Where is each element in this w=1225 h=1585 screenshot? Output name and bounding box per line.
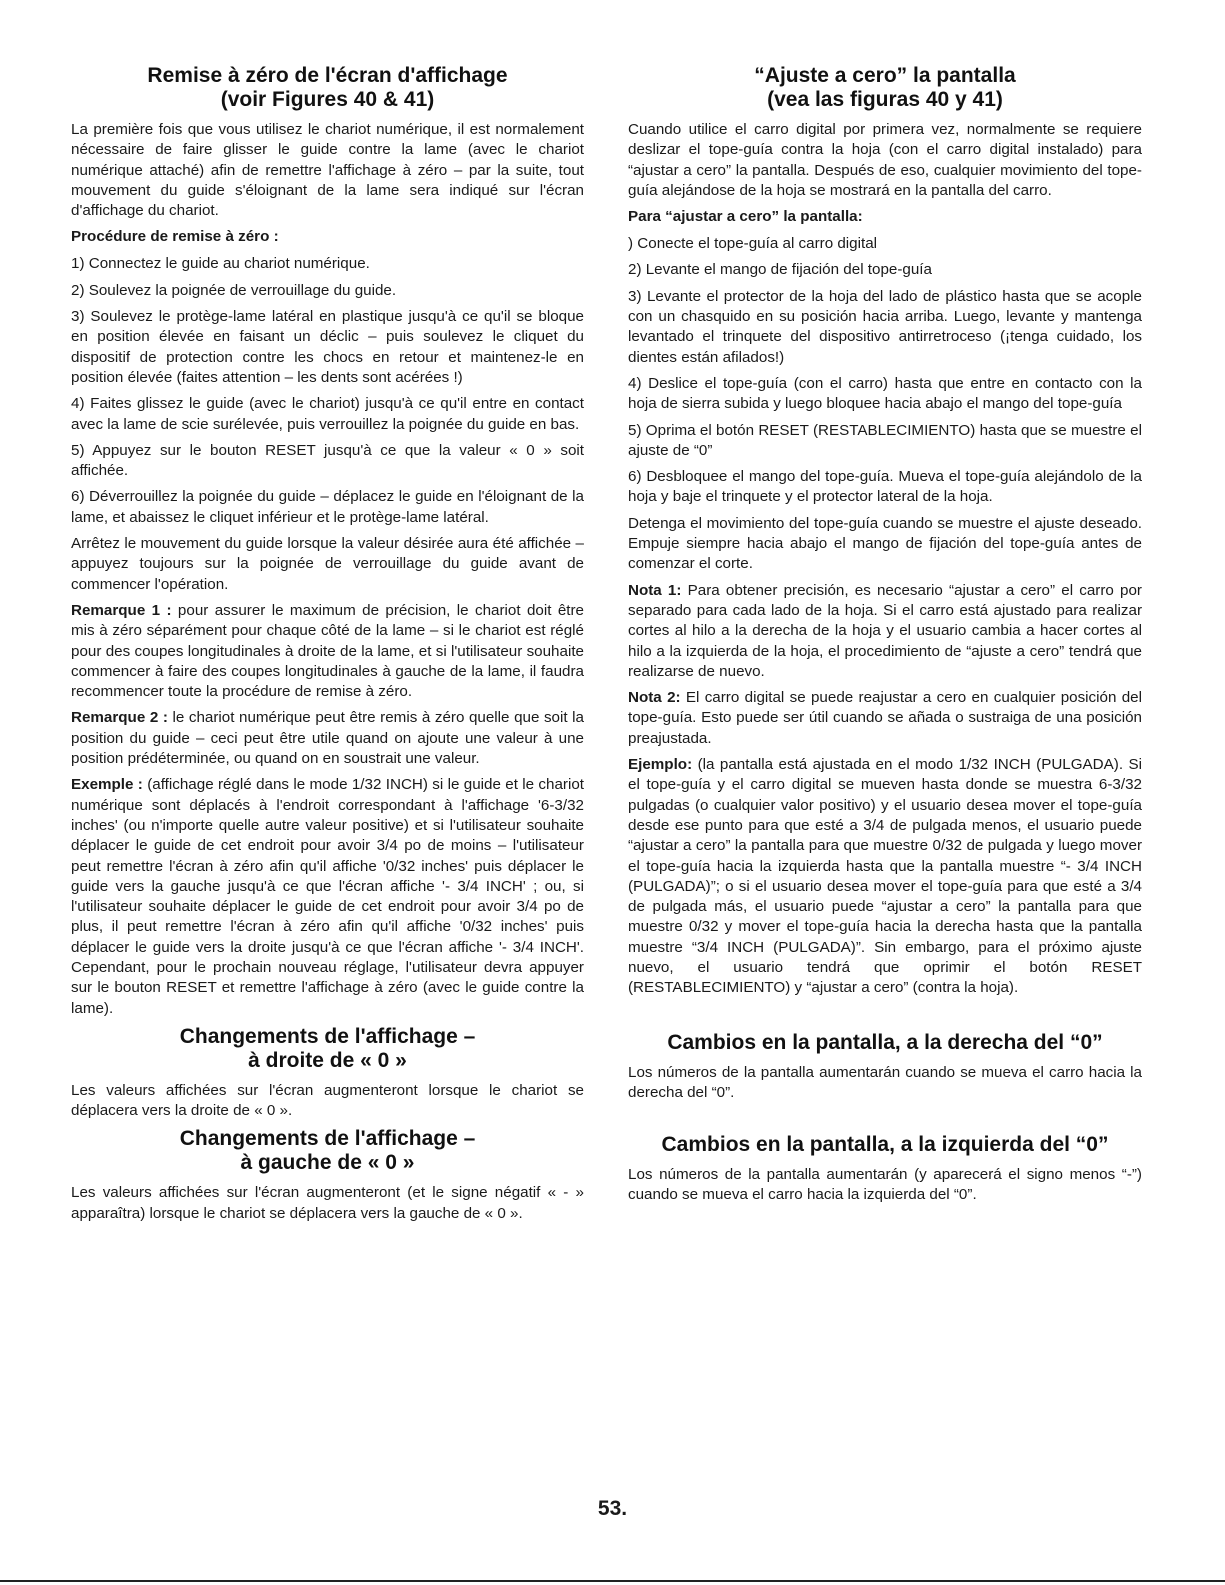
step-fr-3: 3) Soulevez le protège-lame latéral en plastique jusqu'à ce qu'il se bloque en position élevée en faisant un déclic – puis soulevez le cliquet du dispositif de protection contre les chocs en retour et maintenez-le en position élevée (faites attention – les dents sont acérées !)	[71, 308, 584, 386]
bottom-rule	[0, 1580, 1225, 1582]
example-es	[628, 755, 1142, 999]
right-changes-text-fr: Les valeurs affichées sur l'écran augmenteront lorsque le chariot se déplacera vers la droite de « 0 ».	[71, 1081, 584, 1120]
step-es-6: 6) Desbloquee el mango del tope-guía. Mueva el tope-guía alejándolo de la hoja y baje el trinquete y el protector lateral de la hoja.	[628, 468, 1142, 506]
example-text-es: (la pantalla está ajustada en el modo 1/32 INCH (PULGADA). Si el tope-guía y el carro digital se mueven hasta donde se muestra 6-3/32 pulgadas (o cualquier valor positivo) y el usuario desea mover el tope-guía desde ese punto para que esté a 3/4 de pulgada menos, el usuario puede “ajustar a cero” la pantalla para que muestre 0/32 de pulgada y luego mover el tope-guía hacia la izquierda hasta que la pantalla muestre “- 3/4 INCH (PULGADA)”; o si el usuario desea mover el tope-guía para que esté a 3/4 de pulgada más, el usuario puede “ajustar a cero” la pantalla para que muestre 0/32 y mover el tope-guía hacia la derecha hasta que la pantalla muestre “3/4 INCH (PULGADA)”. Sin embargo, para el próximo ajuste nuevo, el usuario tendrá que oprimir el botón RESET (RESTABLECIMIENTO) y “ajustar a cero” (contra la hoja).	[628, 756, 1142, 997]
left-changes-title-fr	[71, 1127, 584, 1175]
remark1-label-fr: Remarque 1 :	[71, 601, 172, 619]
reset-title-fr	[71, 64, 584, 112]
remark1-text-fr: pour assurer le maximum de précision, le chariot doit être mis à zéro séparément pour chaque côté de la lame – si le chariot est réglé pour des coupes longitudinales à droite de la lame, et si l'utilisateur souhaite commencer à faire des coupes longitudinales à gauche de la lame, il faudra recommencer toute la procédure de remise à zéro.	[71, 601, 584, 701]
right-changes-title-es: Cambios en la pantalla, a la derecha del “0”	[667, 1030, 1103, 1054]
reset-title-es-line2: (vea las figuras 40 y 41)	[767, 88, 1003, 111]
left-changes-title-fr-line1: Changements de l'affichage –	[179, 1127, 476, 1151]
section-spacer	[628, 1109, 1142, 1133]
note2-es	[628, 688, 1142, 749]
example-fr	[71, 775, 584, 1019]
remark1-fr	[71, 601, 584, 702]
step-fr-5: 5) Appuyez sur le bouton RESET jusqu'à ce que la valeur « 0 » soit affichée.	[71, 441, 584, 480]
step-fr-2: 2) Soulevez la poignée de verrouillage du guide.	[71, 281, 397, 299]
example-text-fr: (affichage réglé dans le mode 1/32 INCH) si le guide et le chariot numérique sont déplacés à l'endroit correspondant à l'affichage '6-3/32 inches' (ou n'importe quelle autre valeur positive) et si l'utilisateur souhaite déplacer le guide de cet endroit pour avoir 3/4 po de moins – l'utilisateur peut remettre l'écran à zéro afin qu'il affiche '0/32 inches' puis déplacer le guide vers la gauche jusqu'à ce que l'écran affiche '- 3/4 INCH' ; ou, si l'utilisateur souhaite déplacer le guide de cet endroit pour avoir 3/4 po de plus, il peut remettre l'écran à zéro afin qu'il affiche '0/32 inches' puis déplacer le guide vers la droite jusqu'à ce que l'écran affiche '- 3/4 INCH'. Cependant, pour le prochain nouveau réglage, l'utilisateur devra appuyer sur le bouton RESET et remettre l'affichage à zéro (avec le guide contre la lame).	[71, 776, 584, 1017]
step-es-5: 5) Oprima el botón RESET (RESTABLECIMIENTO) hasta que se muestre el ajuste de “0”	[628, 421, 1142, 459]
note1-text-es: Para obtener precisión, es necesario “ajustar a cero” el carro por separado para cada lado de la hoja. Si el carro está ajustado para realizar cortes al hilo a la derecha de la hoja y el usuario cambia a hacer cortes al hilo a la izquierda de la hoja, el procedimiento de “ajuste a cero” tendrá que realizarse de nuevo.	[628, 581, 1142, 680]
step-fr-6: 6) Déverrouillez la poignée du guide – déplacez le guide en l'éloignant de la lame, et abaissez le cliquet inférieur et le protège-lame latéral.	[71, 488, 584, 526]
left-changes-title-es: Cambios en la pantalla, a la izquierda del “0”	[661, 1133, 1109, 1157]
example-label-es: Ejemplo:	[628, 756, 693, 774]
spanish-column	[628, 64, 1142, 1212]
left-changes-title-fr-line2: à gauche de « 0 »	[240, 1151, 415, 1175]
reset-title-es	[628, 64, 1142, 112]
right-changes-title-fr-line2: à droite de « 0 »	[248, 1048, 407, 1072]
step-fr-1: 1) Connectez le guide au chariot numérique.	[71, 255, 370, 273]
step-es-3: 3) Levante el protector de la hoja del lado de plástico hasta que se acople con un chasquido en su posición hacia arriba. Luego, levante y mantenga levantado el trinquete del dispositivo antirretroceso (¡tenga cuidado, los dientes están afilados!)	[628, 287, 1142, 366]
reset-title-es-line1: “Ajuste a cero” la pantalla	[754, 64, 1016, 87]
reset-intro-fr: La première fois que vous utilisez le chariot numérique, il est normalement nécessaire de faire glisser le guide contre la lame (avec le chariot numérique attaché) afin de remettre l'affichage à zéro – par la suite, tout mouvement du guide s'éloignant de la lame sera indiqué sur l'écran d'affichage du chariot.	[71, 121, 584, 220]
reset-intro-es: Cuando utilice el carro digital por primera vez, normalmente se requiere deslizar el tope-guía contra la hoja (con el carro digital instalado) para “ajustar a cero” la pantalla. Después de eso, cualquier movimiento del tope-guía alejándose de la hoja se mostrará en la pantalla del carro.	[628, 121, 1142, 199]
page-number: 53.	[597, 1497, 628, 1520]
step-es-1: ) Conecte el tope-guía al carro digital	[628, 235, 878, 253]
note2-label-es: Nota 2:	[628, 689, 681, 707]
stop-text-fr: Arrêtez le mouvement du guide lorsque la valeur désirée aura été affichée – appuyez toujours sur la poignée de verrouillage du guide avant de commencer l'opération.	[71, 535, 584, 593]
remark2-fr	[71, 708, 584, 769]
french-column	[71, 64, 584, 1230]
example-label-fr: Exemple :	[71, 776, 143, 794]
procedure-heading-es: Para “ajustar a cero” la pantalla:	[628, 208, 863, 226]
right-changes-title-fr	[71, 1025, 584, 1073]
reset-title-fr-line2: (voir Figures 40 & 41)	[220, 88, 435, 111]
note2-text-es: El carro digital se puede reajustar a cero en cualquier posición del tope-guía. Esto puede ser útil cuando se añada o sustraiga de una posición preajustada.	[628, 689, 1142, 747]
left-changes-text-es: Los números de la pantalla aumentarán (y aparecerá el signo menos “-”) cuando se mueva el carro hacia la izquierda del “0”.	[628, 1166, 1142, 1204]
stop-text-es: Detenga el movimiento del tope-guía cuando se muestre el ajuste deseado. Empuje siempre hacia abajo el mango de fijación del tope-guía antes de comenzar el corte.	[628, 514, 1142, 573]
note1-es	[628, 581, 1142, 682]
right-changes-text-es: Los números de la pantalla aumentarán cuando se mueva el carro hacia la derecha del “0”.	[628, 1063, 1142, 1101]
remark2-label-fr: Remarque 2 :	[71, 709, 168, 727]
step-es-4: 4) Deslice el tope-guía (con el carro) hasta que entre en contacto con la hoja de sierra subida y luego bloquee hacia abajo el mango del tope-guía	[628, 374, 1142, 413]
step-fr-4: 4) Faites glissez le guide (avec le chariot) jusqu'à ce qu'il entre en contact avec la lame de scie surélevée, puis verrouillez la poignée du guide en bas.	[71, 395, 584, 433]
note1-label-es: Nota 1:	[628, 581, 682, 599]
step-es-2: 2) Levante el mango de fijación del tope-guía	[628, 261, 932, 279]
reset-title-fr-line1: Remise à zéro de l'écran d'affichage	[147, 64, 508, 87]
procedure-heading-fr: Procédure de remise à zéro :	[71, 228, 279, 246]
section-spacer	[628, 1005, 1142, 1031]
right-changes-title-fr-line1: Changements de l'affichage –	[179, 1024, 476, 1048]
left-changes-text-fr: Les valeurs affichées sur l'écran augmenteront (et le signe négatif « - » apparaîtra) lorsque le chariot se déplacera vers la gauche de « 0 ».	[71, 1184, 584, 1222]
remark2-text-fr: le chariot numérique peut être remis à zéro quelle que soit la position du guide – ceci peut être utile quand on ajoute une valeur à une position prédéterminée, ou quand on en soustrait une valeur.	[71, 709, 584, 768]
